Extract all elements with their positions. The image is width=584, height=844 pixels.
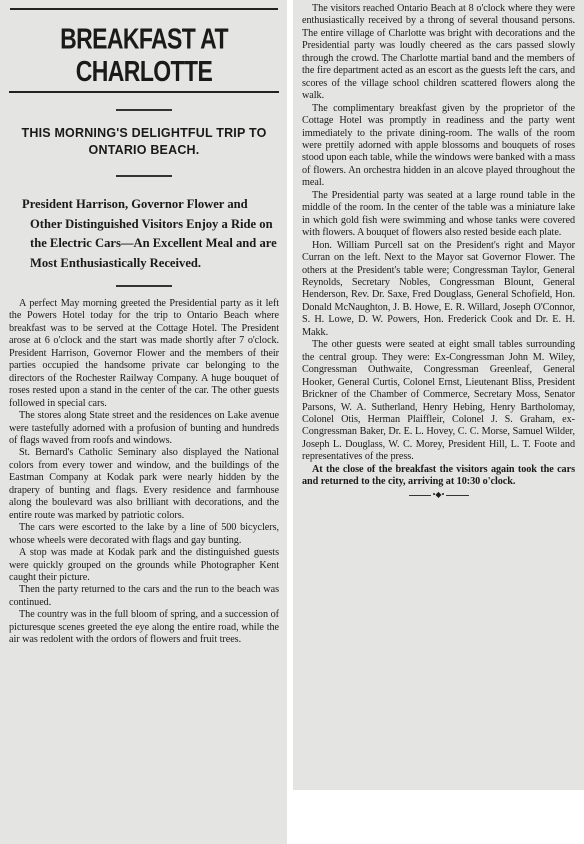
body-paragraph: A perfect May morning greeted the Presidential party as it left the Powers Hotel today for the trip to Ontario Beach where breakfast was to be served at the Cottage Hotel. The President arose at 6 o'clock and the start was made shortly after 7 o'clock. President Harrison, Governor Flower and the members of their parties occupied the handsome private car belonging to the directors of the Rochester Railway Company. A huge bouquet of roses rested upon a stand in the center of the car. The other guests followed in special cars. <box>9 298 279 409</box>
section-rule <box>116 285 172 287</box>
end-ornament-glyph: •◆• <box>432 489 445 499</box>
body-paragraph: The complimentary breakfast given by the proprietor of the Cottage Hotel was promptly in readiness and the party went immediately to the private dining-room. The walls of the room were prettily adorned with apple blossoms and bouquets of roses stood upon each table, while the windows were banked with a mass of flowers. An orchestra hidden in an alcove played throughout the meal. <box>302 102 575 189</box>
body-paragraph: Then the party returned to the cars and the run to the beach was continued. <box>9 584 279 608</box>
body-paragraph: The visitors reached Ontario Beach at 8 o'clock where they were enthusiastically received by a throng of several thousand persons. The entire village of Charlotte was bright with decorations and the Presidential party was loudly cheered as the cars passed slowly through the crowd. The Charlotte martial band and the members of the fire department acted as an escort as the guests left the cars, and scores of the village school children scattered flowers along the walk. <box>302 3 575 102</box>
body-paragraph: The cars were escorted to the lake by a line of 500 bicyclers, whose wheels were decorated with flags and gay bunting. <box>9 522 279 546</box>
body-paragraph: Hon. William Purcell sat on the President's right and Mayor Curran on the left. Next to the Mayor sat Governor Flower. The others at the President's table were; Congressman Taylor, General Reynolds, Secretary Nobles, Congressman Blount, General Henderson, Rev. Dr. Saxe, Fred Douglass, General Schofield, Hon. Donald McNaughton, J. B. Howe, E. R. Willard, Joseph O'Connor, S. H. Lowe, D. W. Powers, Hon. Frederick Cook and Dr. E. H. Makk. <box>302 239 575 338</box>
closing-paragraph: At the close of the breakfast the visitors again took the cars and returned to the city, arriving at 10:30 o'clock. <box>302 463 575 488</box>
headline: BREAKFAST AT CHARLOTTE <box>60 22 228 87</box>
body-paragraph: A stop was made at Kodak park and the distinguished guests were quickly grouped on the grounds while Photographer Kent caught their picture. <box>9 547 279 583</box>
body-paragraph: The stores along State street and the residences on Lake avenue were tastefully adorned with a profusion of bunting and hundreds of flags waved from roofs and windows. <box>9 410 279 446</box>
subhead-line-2: ONTARIO BEACH. <box>88 143 200 157</box>
subhead-line-1: THIS MORNING'S DELIGHTFUL TRIP TO <box>21 126 267 140</box>
section-rule <box>116 109 172 111</box>
right-column <box>293 0 584 790</box>
left-column <box>0 0 287 844</box>
end-ornament <box>409 489 469 502</box>
headline-rule <box>9 91 279 93</box>
body-paragraph: St. Bernard's Catholic Seminary also displayed the National colors from every tower and window, and the buildings of the Eastman Company at Kodak park were nearly hidden by the drapery of bunting and flags. Every residence and farmhouse along the boulevard was also brilliant with decorations, and the entire route was marked by patriotic colors. <box>9 447 279 521</box>
body-paragraph: The other guests were seated at eight small tables surrounding the central group. They were: Ex-Congressman John M. Wiley, Congressman Outhwaite, Congressman Greenleaf, General Hooker, General Curtis, Colonel Ernst, Lieutenant Bliss, President Brickner of the Chamber of Commerce, Secretary Moss, Senator Parsons, W. A. Sutherland, Henry Hebing, Henry Bartholomay, Colonel Otis, Herman Plaiffleir, Colonel J. S. Graham, ex-Congressman Baker, Dr. E. L. Hovey, C. C. Morse, Samuel Wilder, Joseph L. Douglass, W. C. Morey, President Hill, L. T. Foote and representatives of the press. <box>302 339 575 463</box>
body-paragraph: The country was in the full bloom of spring, and a succession of picturesque scenes greeted the eye along the entire road, while the air was redolent with the ordors of flowers and fruit trees. <box>9 609 279 646</box>
body-paragraph: The Presidential party was seated at a large round table in the middle of the room. In the center of the table was a miniature lake in which gold fish were swimming and whose tanks were covered with flowers. A bouquet of flowers also rested beside each plate. <box>302 189 575 239</box>
section-rule <box>116 175 172 177</box>
deck: President Harrison, Governor Flower and Other Distinguished Visitors Enjoy a Ride on the Electric Cars—An Excellent Meal and are Most Enthusiastically Received. <box>22 197 277 270</box>
top-rule <box>10 8 278 10</box>
